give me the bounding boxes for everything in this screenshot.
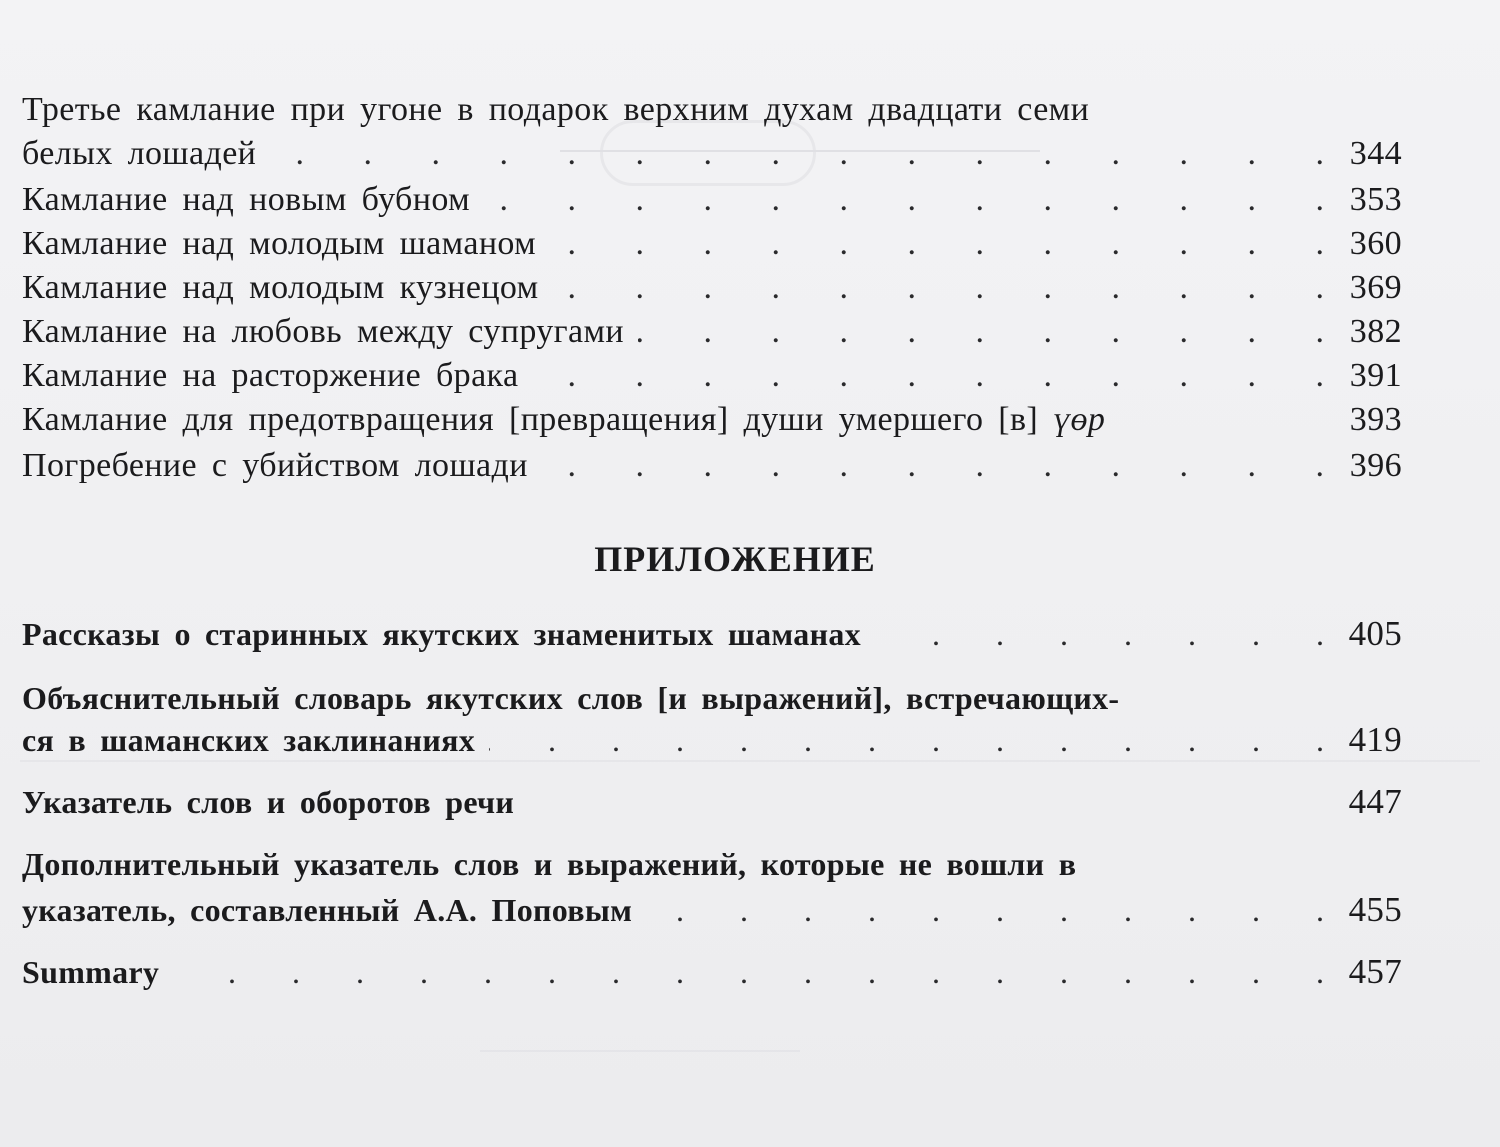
toc-page-number: 405: [1348, 614, 1402, 653]
toc-entry-line: [22, 354, 1402, 398]
dot-leader: [542, 444, 1324, 488]
toc-page-number: 353: [1349, 181, 1402, 218]
toc-entry-title: указатель, составленный А.А. Поповым: [22, 892, 633, 928]
toc-entry-title: Камлание на расторжение брака: [22, 357, 519, 394]
dot-leader: [875, 612, 1324, 656]
toc-entry[interactable]: [22, 612, 1402, 656]
toc-entry[interactable]: [22, 178, 1402, 222]
toc-entry[interactable]: [22, 780, 1402, 824]
show-through-rule: [480, 1050, 800, 1052]
toc-entry-line: [22, 612, 1402, 656]
toc-entry-line: [22, 266, 1402, 310]
toc-page-number: 344: [1349, 135, 1402, 172]
toc-entry-title: Третье камлание при угоне в подарок верхним духам двадцати семи: [22, 91, 1090, 128]
toc-entry[interactable]: [22, 310, 1402, 354]
toc-entry-line: [22, 780, 1402, 824]
toc-entry-line: [22, 398, 1402, 442]
toc-entry-title: Summary: [22, 954, 160, 990]
toc-page-number: 457: [1348, 952, 1402, 991]
toc-entry-line: [22, 310, 1402, 354]
dot-leader: [489, 718, 1324, 762]
toc-entry-title: [22, 398, 1105, 442]
toc-entry-line: [22, 950, 1402, 994]
toc-entry-line: [22, 88, 1402, 132]
toc-entry[interactable]: [22, 266, 1402, 310]
dot-leader: [484, 178, 1324, 222]
toc-entry[interactable]: [22, 444, 1402, 488]
toc-entry-title-text: Камлание для предотвращения [превращения] души умершего [в]: [22, 401, 1039, 438]
section-heading-appendix: ПРИЛОЖЕНИЕ: [594, 539, 876, 579]
toc-entry[interactable]: [22, 222, 1402, 266]
dot-leader: [532, 354, 1324, 398]
dot-leader: [550, 222, 1324, 266]
italic-term: үөр: [1053, 401, 1106, 438]
toc-page-number: 455: [1348, 890, 1402, 929]
toc-entry[interactable]: [22, 842, 1402, 932]
toc-entry[interactable]: [22, 676, 1402, 762]
toc-entry-title: Указатель слов и оборотов речи: [22, 784, 515, 820]
toc-entry-title: Камлание на любовь между супругами: [22, 313, 625, 350]
toc-entry[interactable]: [22, 398, 1402, 442]
toc-page-number: 382: [1349, 313, 1402, 350]
toc-page-number: 360: [1349, 225, 1402, 262]
toc-entry-title: ся в шаманских заклинаниях: [22, 722, 476, 758]
toc-entry-line: [22, 676, 1402, 720]
toc-entry-title: Камлание над молодым шаманом: [22, 225, 537, 262]
toc-page-number: 396: [1349, 447, 1402, 484]
dot-leader: [173, 950, 1324, 994]
toc-entry-title: Камлание над молодым кузнецом: [22, 269, 539, 306]
toc-entry-title: Камлание над новым бубном: [22, 181, 470, 218]
toc-page-number: 369: [1349, 269, 1402, 306]
toc-entry[interactable]: [22, 950, 1402, 994]
toc-entry-title: Рассказы о старинных якутских знаменитых шаманах: [22, 616, 861, 652]
toc-page-number: 393: [1349, 401, 1402, 438]
toc-entry-title: Погребение с убийством лошади: [22, 447, 528, 484]
toc-entry-line: [22, 888, 1402, 932]
toc-page-number: 391: [1349, 357, 1402, 394]
dot-leader: [553, 266, 1324, 310]
toc-entry-line: [22, 718, 1402, 762]
toc-page-number: 419: [1348, 720, 1402, 759]
dot-leader: [646, 888, 1324, 932]
toc-entry-title: белых лошадей: [22, 135, 257, 172]
toc-entry-line: [22, 222, 1402, 266]
toc-entry-line: [22, 842, 1402, 886]
toc-entry-title: Объяснительный словарь якутских слов [и выражений], встречающих-: [22, 680, 1120, 716]
toc-entry-title: Дополнительный указатель слов и выражений, которые не вошли в: [22, 846, 1077, 882]
toc-entry-line: [22, 444, 1402, 488]
dot-leader: [638, 310, 1324, 354]
toc-page-number: 447: [1348, 782, 1402, 821]
toc-entry-line: [22, 178, 1402, 222]
dot-leader: [270, 132, 1324, 176]
toc-entry[interactable]: [22, 354, 1402, 398]
toc-entry[interactable]: [22, 88, 1402, 176]
toc-entry-line: [22, 132, 1402, 176]
